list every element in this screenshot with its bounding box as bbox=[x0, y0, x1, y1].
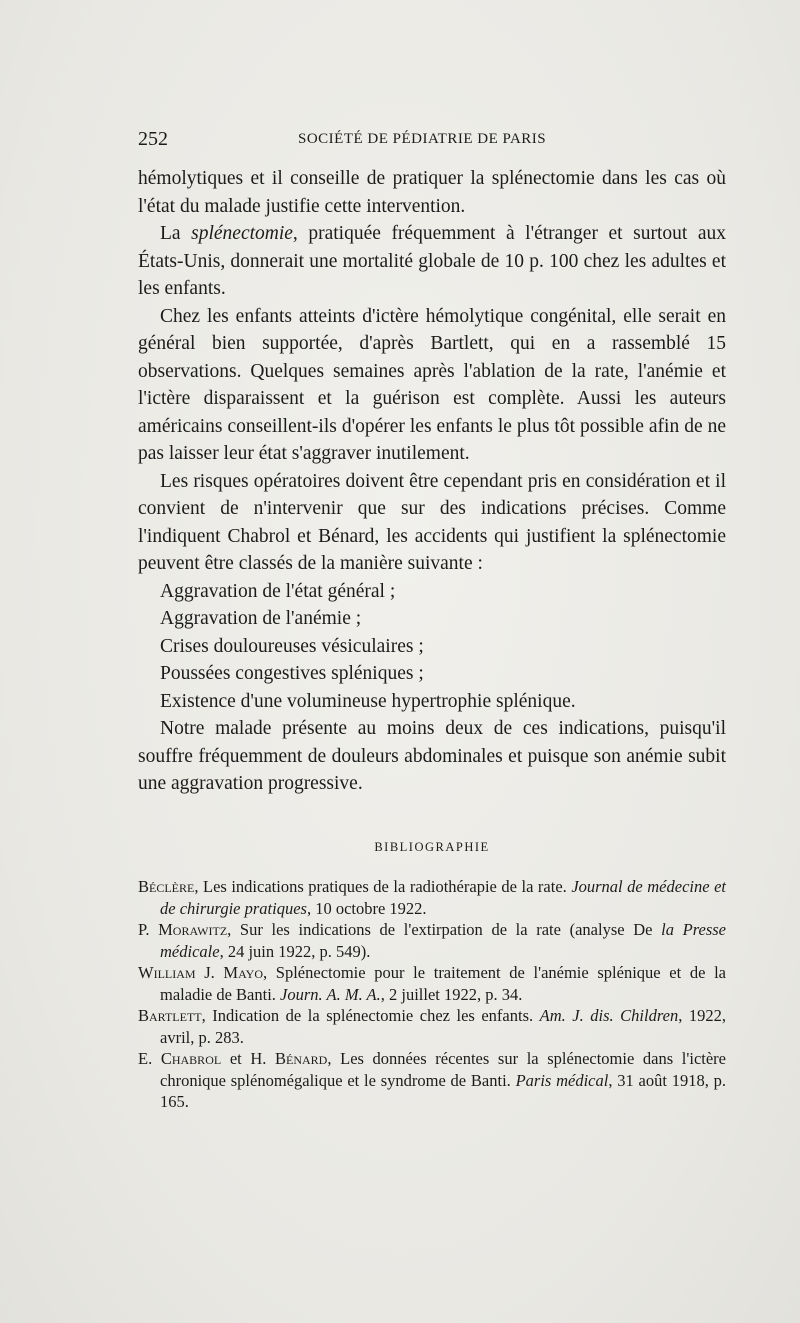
journal-title: SOCIÉTÉ DE PÉDIATRIE DE PARIS bbox=[298, 131, 547, 147]
bibliography bbox=[138, 876, 726, 1113]
bibliography-heading: BIBLIOGRAPHIE bbox=[374, 840, 490, 854]
bibliography-entry bbox=[138, 919, 726, 962]
paragraph-2 bbox=[138, 220, 726, 303]
bib-author: Morawitz bbox=[158, 920, 228, 939]
list-item: Poussées congestives spléniques ; bbox=[160, 663, 424, 684]
list-item: Existence d'une volumineuse hypertrophie splénique. bbox=[160, 690, 576, 712]
list-item: Aggravation de l'état général ; bbox=[160, 580, 396, 602]
bib-journal: Paris médical bbox=[515, 1070, 609, 1090]
running-head bbox=[138, 128, 726, 154]
list-item: Crises douloureuses vésiculaires ; bbox=[160, 635, 424, 657]
bib-journal: Journal de médecine et de chirurgie pratiques bbox=[160, 877, 726, 918]
paragraph-5: Notre malade présente au moins deux de ces indications, puisqu'il souffre fréquemment de douleurs abdominales et puisque son anémie subit une aggravation progressive. bbox=[138, 718, 726, 794]
bibliography-entry bbox=[138, 1048, 726, 1113]
bib-journal: Journ. A. M. A. bbox=[280, 984, 381, 1004]
bib-text: , Les données récentes sur la splénectomie dans l'ictère chronique splénomégalique et le syndrome de Banti. bbox=[160, 1049, 726, 1090]
bibliography-entry bbox=[138, 1005, 726, 1048]
bib-date: , 31 août 1918, p. 165. bbox=[160, 1070, 726, 1111]
bib-text: , Indication de la splénectomie chez les enfants. bbox=[201, 1006, 540, 1025]
bib-text: , Sur les indications de l'extirpation de la rate (analyse De bbox=[227, 920, 662, 939]
paragraph-2-italic: splénectomie bbox=[191, 223, 293, 244]
list-item: Aggravation de l'anémie ; bbox=[160, 608, 362, 629]
bib-journal: la Presse médicale bbox=[160, 920, 726, 961]
bib-author: Chabrol bbox=[160, 1049, 222, 1068]
bib-author: Bartlett bbox=[138, 1006, 202, 1025]
bib-date: , 24 juin 1922, p. 549). bbox=[219, 941, 371, 961]
paragraph-3: Chez les enfants atteints d'ictère hémolytique congénital, elle serait en général bien supportée, d'après Bartlett, qui en a rassemblé 15 observations. Quelques semaines après l'ablation de la rate, l'anémie et l'ictère disparaissent et la guérison est complète. Aussi les auteurs américains conseillent-ils d'opérer les enfants le plus tôt possible afin de ne pas laisser leur état s'aggraver inutilement. bbox=[138, 305, 726, 464]
bib-journal: Am. J. dis. Children bbox=[539, 1006, 679, 1025]
bib-text: , Splénectomie pour le traitement de l'anémie splénique et de la maladie de Banti. bbox=[160, 963, 726, 1004]
bibliography-entry bbox=[138, 962, 726, 1005]
bib-author-2: Bénard bbox=[275, 1049, 328, 1068]
bib-date: , 10 octobre 1922. bbox=[306, 898, 427, 918]
bib-author: Béclère bbox=[138, 877, 195, 896]
bib-text: et H. bbox=[221, 1049, 276, 1068]
paragraph-4: Les risques opératoires doivent être cependant pris en considération et il convient de n'intervenir que sur des indications précises. Comme l'indiquent Chabrol et Bénard, les accidents qui justifient la splénectomie peuvent être classés de la manière suivante : bbox=[138, 470, 726, 574]
paragraph-1: hémolytiques et il conseille de pratiquer la splénectomie dans les cas où l'état du malade justifie cette intervention. bbox=[138, 168, 726, 217]
bib-author: William J. Mayo bbox=[138, 963, 263, 982]
paragraph-2-rest: , pratiquée fréquemment à l'étranger et surtout aux États-Unis, donnerait une mortalité globale de 10 p. 100 chez les adultes et les enfants. bbox=[138, 223, 726, 299]
bib-text: , Les indications pratiques de la radiothérapie de la rate. bbox=[194, 877, 572, 896]
bib-date: , 2 juillet 1922, p. 34. bbox=[380, 984, 523, 1004]
bib-author-initial: P. bbox=[138, 920, 159, 939]
paragraph-2-lead: La bbox=[160, 223, 192, 244]
bib-date: , 1922, avril, p. 283. bbox=[160, 1006, 727, 1047]
bibliography-entry bbox=[138, 876, 726, 919]
body-text bbox=[138, 165, 726, 798]
bib-author-initial: E. bbox=[138, 1049, 161, 1068]
page-number: 252 bbox=[138, 128, 168, 150]
